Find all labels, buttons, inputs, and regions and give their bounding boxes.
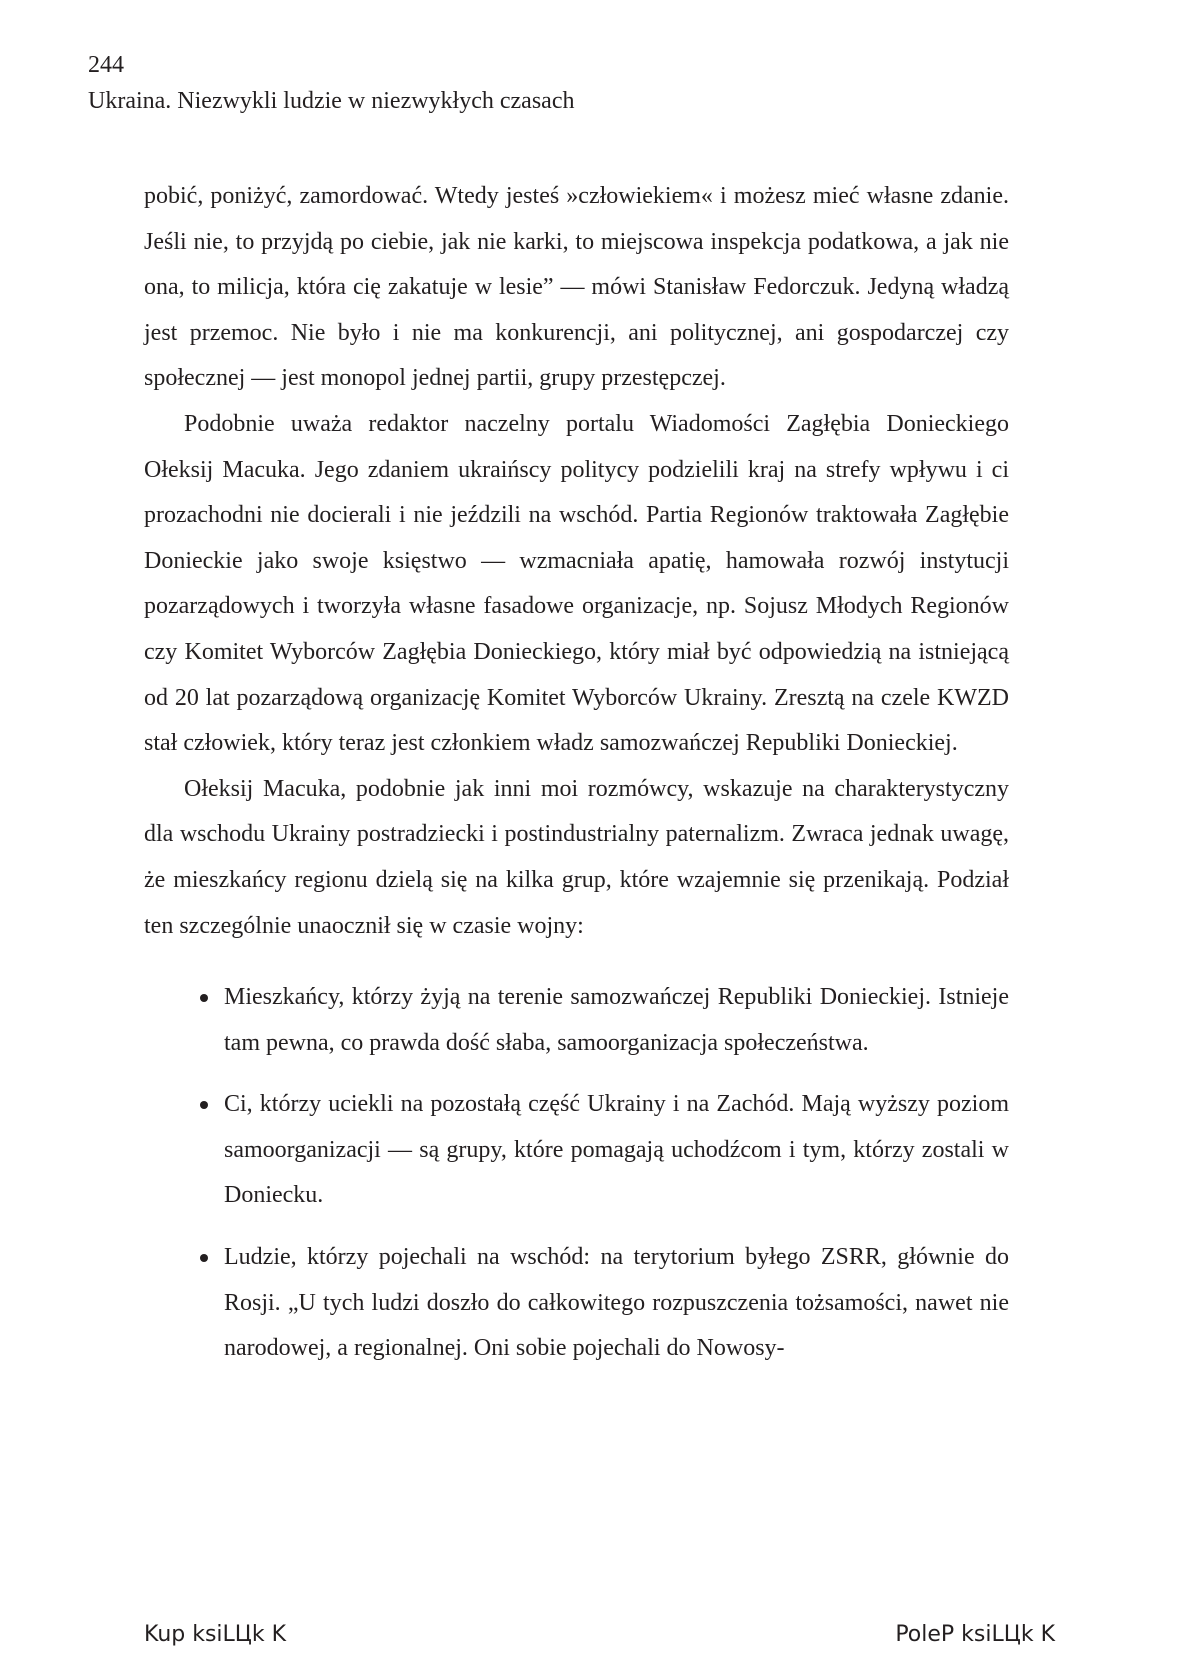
list-item-text: Ludzie, którzy pojechali na wschód: na terytorium byłego ZSRR, głównie do Rosji. „U tych ludzi doszło do całkowitego rozpuszczenia tożsamości, nawet nie narodowej, a regionalnej. Oni sobie pojechali do Nowosy- bbox=[224, 1244, 1009, 1362]
recommend-book-link[interactable]: PoleP ksiLЦk K bbox=[895, 1622, 1055, 1647]
page-number: 244 bbox=[88, 52, 124, 78]
buy-book-link[interactable]: Kup ksiLЦk K bbox=[144, 1622, 287, 1647]
bullet-icon bbox=[200, 1254, 208, 1262]
body-paragraph: Podobnie uważa redaktor naczelny portalu Wiadomości Zagłębia Donieckiego Ołeksij Macuka. Jego zdaniem ukraińscy politycy podzielili kraj na strefy wpływu i ci prozachodni nie docierali i nie jeździli na wschód. Partia Regionów traktowała Zagłębie Donieckie jako swoje księstwo — wzmacniała apatię, hamowała rozwój instytucji pozarządowych i tworzyła własne fasadowe organizacje, np. Sojusz Młodych Regionów czy Komitet Wyborców Zagłębia Donieckiego, który miał być odpowiedzią na istniejącą od 20 lat pozarządową organizację Komitet Wyborców Ukrainy. Zresztą na czele KWZD stał człowiek, który teraz jest członkiem władz samozwańczej Republiki Donieckiej. bbox=[144, 410, 1009, 757]
bullet-icon bbox=[200, 1101, 208, 1109]
running-title: Ukraina. Niezwykli ludzie w niezwykłych czasach bbox=[88, 88, 575, 114]
list-item bbox=[224, 1082, 1009, 1219]
list-item bbox=[224, 975, 1009, 1066]
body-paragraph: Ołeksij Macuka, podobnie jak inni moi rozmówcy, wskazuje na charakterystyczny dla wschodu Ukrainy postradziecki i postindustrialny paternalizm. Zwraca jednak uwagę, że mieszkańcy regionu dzielą się na kilka grup, które wzajemnie się przenikają. Podział ten szczególnie unaocznił się w czasie wojny: bbox=[144, 775, 1009, 939]
body-paragraph: pobić, poniżyć, zamordować. Wtedy jesteś »człowiekiem« i możesz mieć własne zdanie. Jeśli nie, to przyjdą po ciebie, jak nie karki, to miejscowa inspekcja podatkowa, a jak nie ona, to milicja, która cię zakatuje w lesie” — mówi Stanisław Fedorczuk. Jedyną władzą jest przemoc. Nie było i nie ma konkurencji, ani politycznej, ani gospodarczej czy społecznej — jest monopol jednej partii, grupy przestępczej. bbox=[144, 183, 1009, 392]
footer-left bbox=[144, 1622, 286, 1647]
list-item-text: Mieszkańcy, którzy żyją na terenie samozwańczej Republiki Donieckiej. Istnieje tam pewna, co prawda dość słaba, samoorganizacja społeczeństwa. bbox=[224, 984, 1009, 1056]
footer-right bbox=[895, 1622, 1055, 1647]
list-item-text: Ci, którzy uciekli na pozostałą część Ukrainy i na Zachód. Mają wyższy poziom samoorganizacji — są grupy, które pomagają uchodźcom i tym, którzy zostali w Doniecku. bbox=[224, 1091, 1009, 1209]
page-body bbox=[144, 174, 1009, 1388]
list-item bbox=[224, 1235, 1009, 1372]
page-header bbox=[88, 50, 574, 116]
bullet-icon bbox=[200, 994, 208, 1002]
bullet-list bbox=[144, 975, 1009, 1372]
